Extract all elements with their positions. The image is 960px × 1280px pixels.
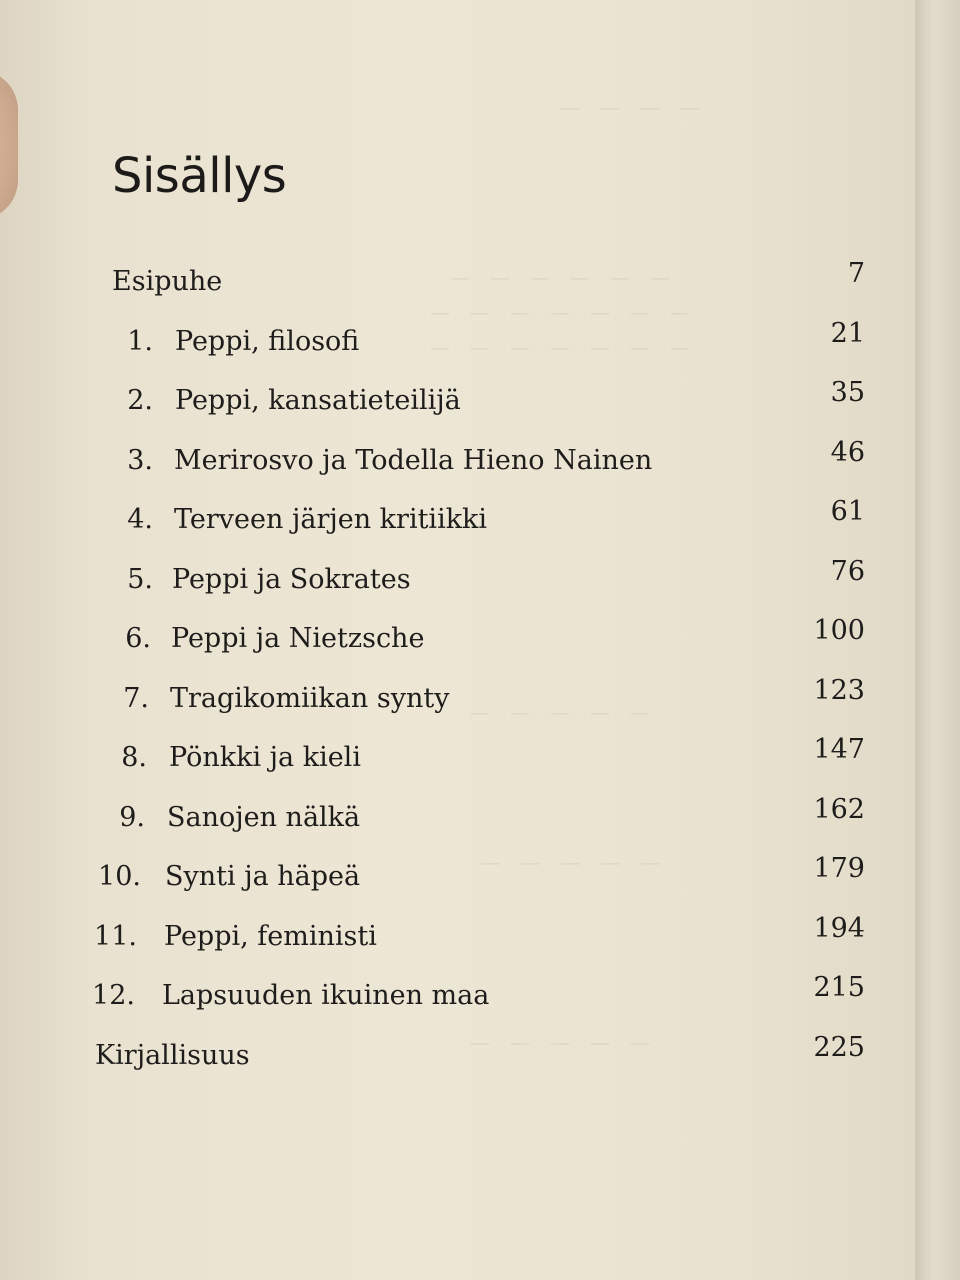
chapter-number: 10. [98, 861, 141, 892]
toc-entry [95, 310, 865, 370]
page-number: 179 [813, 853, 865, 884]
chapter-title: Kirjallisuus [95, 1039, 250, 1071]
page-title: Sisällys [112, 148, 287, 204]
page-number: 123 [813, 674, 865, 706]
show-through-text: — — — — — [470, 700, 650, 724]
chapter-title: Peppi ja Sokrates [172, 563, 411, 595]
page-number: 61 [830, 496, 865, 527]
chapter-number: 11. [94, 920, 137, 952]
chapter-number: 9. [119, 801, 145, 833]
toc-entry [92, 964, 865, 1024]
chapter-number: 4. [127, 504, 153, 535]
page-number: 35 [830, 377, 865, 408]
chapter-title: Sanojen nälkä [167, 801, 361, 833]
chapter-title: Pönkki ja kieli [169, 742, 361, 773]
chapter-number: 2. [127, 385, 153, 416]
show-through-text: — — — — [560, 95, 700, 119]
chapter-number: 12. [92, 980, 135, 1011]
show-through-text: — — — — — [470, 1030, 650, 1054]
chapter-number: 6. [125, 623, 151, 654]
chapter-number: 8. [121, 742, 147, 773]
chapter-number: 3. [127, 444, 153, 476]
chapter-title: Terveen järjen kritiikki [174, 504, 488, 535]
chapter-title: Peppi, feministi [164, 920, 377, 952]
page-number: 215 [813, 972, 865, 1003]
chapter-title: Lapsuuden ikuinen maa [162, 980, 490, 1011]
chapter-number: 1. [127, 325, 153, 357]
chapter-title: Tragikomiikan synty [170, 682, 450, 714]
chapter-title: Merirosvo ja Todella Hieno Nainen [174, 444, 653, 476]
page-number: 100 [813, 615, 865, 646]
page-number: 21 [830, 317, 865, 349]
toc-entry [95, 429, 865, 489]
table-of-contents [92, 250, 865, 1083]
show-through-text: — — — — — — — [430, 335, 690, 359]
chapter-title: Peppi ja Nietzsche [171, 623, 425, 654]
toc-entry [95, 250, 865, 310]
chapter-title: Esipuhe [112, 266, 223, 297]
toc-entry [95, 607, 865, 667]
toc-entry [95, 786, 865, 846]
toc-entry [95, 905, 865, 965]
page-edge [915, 0, 960, 1280]
page-number: 225 [813, 1031, 865, 1063]
chapter-title: Peppi, filosofi [175, 325, 360, 357]
toc-entry [95, 369, 865, 429]
page-number: 46 [830, 436, 865, 468]
toc-entry [95, 845, 865, 905]
page-number: 162 [813, 793, 865, 825]
show-through-text: — — — — — — — [430, 300, 690, 324]
chapter-number: 5. [127, 563, 153, 595]
page-number: 194 [813, 912, 865, 944]
show-through-text: — — — — — [480, 850, 660, 874]
page-number: 7 [847, 258, 865, 289]
toc-entry [95, 488, 865, 548]
toc-entry [95, 548, 865, 608]
chapter-title: Peppi, kansatieteilijä [175, 385, 461, 416]
show-through-text: — — — — — — [450, 265, 670, 289]
page-number: 147 [813, 734, 865, 765]
toc-entry [95, 1024, 865, 1084]
toc-entry [95, 667, 865, 727]
toc-entry [95, 726, 865, 786]
chapter-number: 7. [123, 682, 149, 714]
chapter-title: Synti ja häpeä [165, 861, 361, 892]
page-number: 76 [830, 555, 865, 587]
